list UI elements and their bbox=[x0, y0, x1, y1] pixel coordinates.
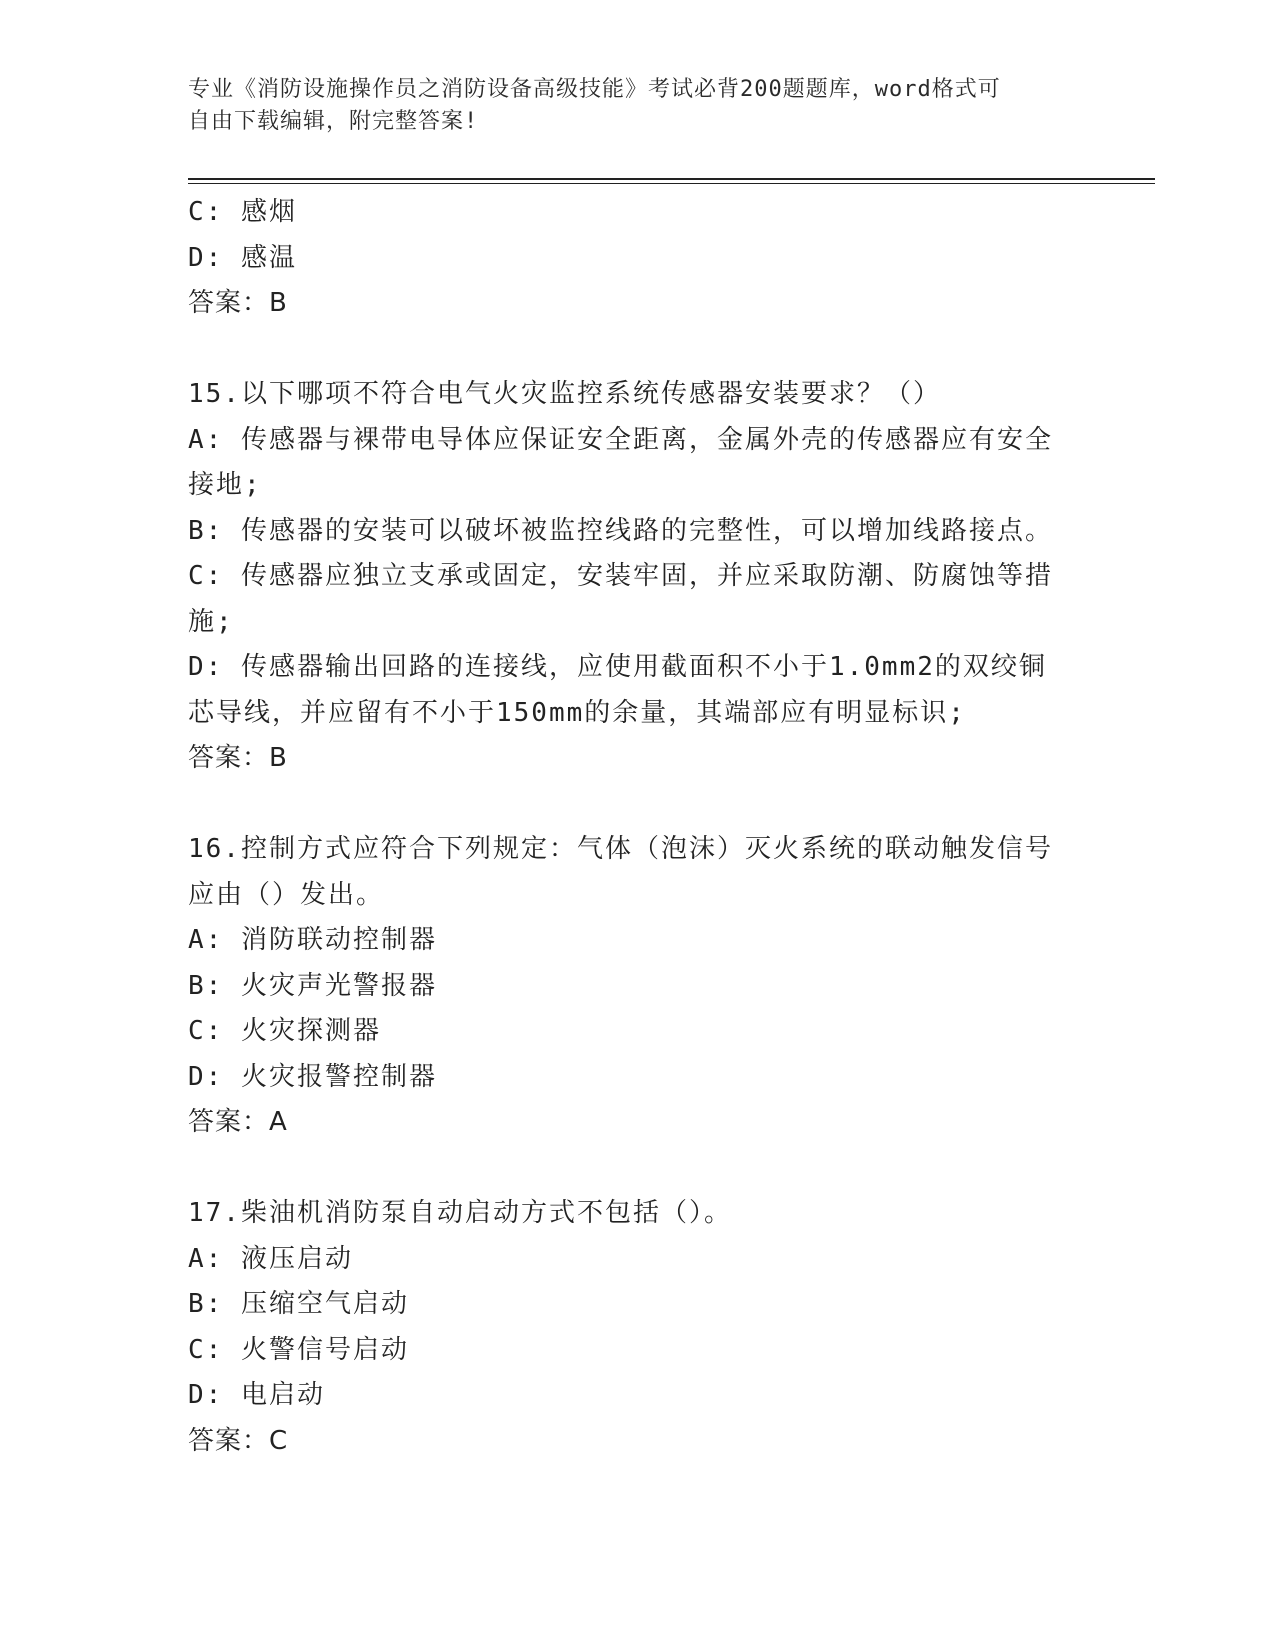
answer: 答案：B bbox=[188, 743, 288, 773]
document-header bbox=[188, 74, 1088, 138]
question-stem: 16.控制方式应符合下列规定：气体（泡沫）灭火系统的联动触发信号 bbox=[188, 834, 1053, 864]
option-d: D: 感温 bbox=[188, 242, 297, 273]
question-15 bbox=[188, 372, 1088, 782]
option-a: A: 消防联动控制器 bbox=[188, 925, 437, 955]
header-line-2: 自由下载编辑，附完整答案! bbox=[188, 109, 479, 134]
document-body bbox=[188, 190, 1088, 1464]
question-stem-continued: 应由（）发出。 bbox=[188, 879, 385, 910]
question-stem: 15.以下哪项不符合电气火灾监控系统传感器安装要求？（） bbox=[188, 379, 941, 409]
option-c: C: 感烟 bbox=[188, 197, 297, 227]
option-a: A: 液压启动 bbox=[188, 1243, 353, 1274]
option-d: D: 电启动 bbox=[188, 1380, 325, 1410]
option-c-continued: 施; bbox=[188, 606, 234, 637]
option-b: B: 火灾声光警报器 bbox=[188, 970, 437, 1001]
option-d: D: 传感器输出回路的连接线，应使用截面积不小于1.0mm2的双绞铜 bbox=[188, 652, 1047, 682]
header-line-1: 专业《消防设施操作员之消防设备高级技能》考试必背200题题库，word格式可 bbox=[188, 77, 1001, 102]
option-b: B: 压缩空气启动 bbox=[188, 1289, 409, 1319]
header-divider-thin bbox=[188, 183, 1155, 184]
option-a: A: 传感器与裸带电导体应保证安全距离，金属外壳的传感器应有安全 bbox=[188, 424, 1053, 455]
answer: 答案：C bbox=[188, 1425, 289, 1456]
option-c: C: 火警信号启动 bbox=[188, 1334, 409, 1365]
option-c: C: 传感器应独立支承或固定，安装牢固，并应采取防潮、防腐蚀等措 bbox=[188, 561, 1053, 591]
option-a-continued: 接地; bbox=[188, 470, 262, 500]
option-d-continued: 芯导线，并应留有不小于150mm的余量，其端部应有明显标识; bbox=[188, 697, 966, 728]
answer: 答案：B bbox=[188, 288, 288, 318]
spacer bbox=[188, 327, 1088, 373]
header-divider-thick bbox=[188, 178, 1155, 180]
option-d: D: 火灾报警控制器 bbox=[188, 1061, 437, 1092]
spacer bbox=[188, 782, 1088, 828]
spacer bbox=[188, 1146, 1088, 1192]
question-stem: 17.柴油机消防泵自动启动方式不包括（）。 bbox=[188, 1198, 732, 1228]
answer: 答案：A bbox=[188, 1107, 288, 1137]
question-16 bbox=[188, 827, 1088, 1146]
question-17 bbox=[188, 1191, 1088, 1464]
option-c: C: 火灾探测器 bbox=[188, 1016, 381, 1046]
option-b: B: 传感器的安装可以破坏被监控线路的完整性，可以增加线路接点。 bbox=[188, 515, 1053, 546]
